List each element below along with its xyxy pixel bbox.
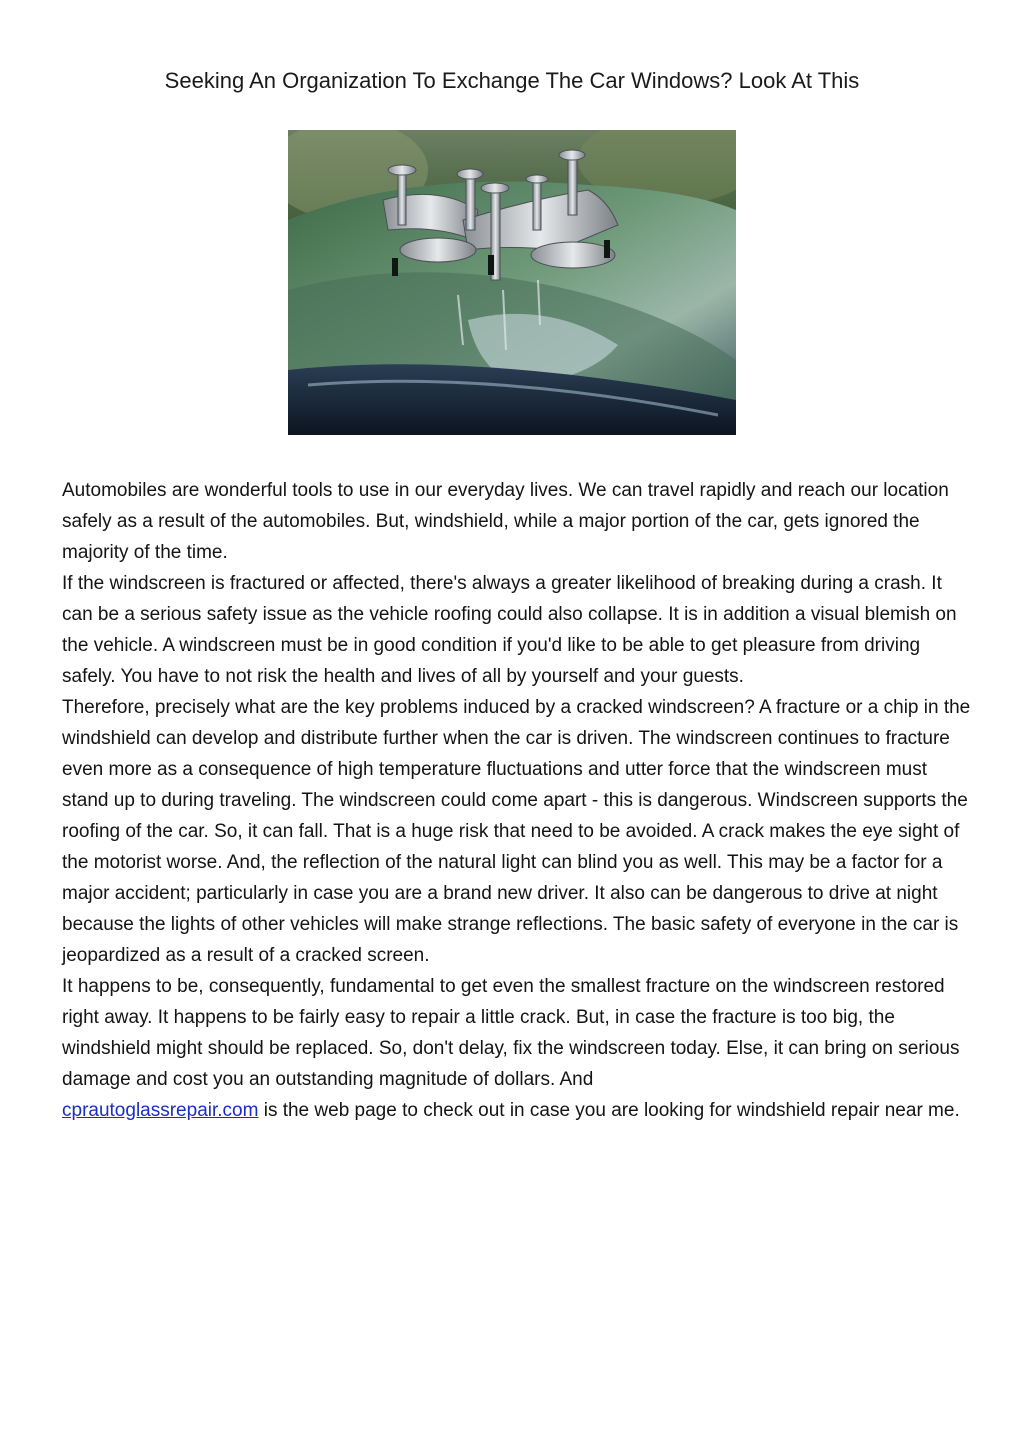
paragraph-4-text: It happens to be, consequently, fundamental to get even the smallest fracture on the windscreen restored right away. It happens to be fairly easy to repair a little crack. But, in case the fracture is too big, the windshield might should be replaced. So, don't delay, fix the windscreen today. Else, it can bring on serious damage and cost you an outstanding magnitude of dollars. And: [62, 976, 960, 1090]
paragraph-4: [62, 971, 972, 1126]
windshield-repair-tools-photo: [288, 130, 736, 435]
paragraph-2: If the windscreen is fractured or affected, there's always a greater likelihood of breaking during a crash. It can be a serious safety issue as the vehicle roofing could also collapse. It is in addition a visual blemish on the vehicle. A windscreen must be in good condition if you'd like to be able to get pleasure from driving safely. You have to not risk the health and lives of all by yourself and your guests.: [62, 573, 957, 687]
paragraph-4-tail: is the web page to check out in case you are looking for windshield repair near me.: [258, 1100, 960, 1121]
website-link[interactable]: cprautoglassrepair.com: [62, 1100, 259, 1121]
article-body: [62, 475, 972, 1126]
page-title: Seeking An Organization To Exchange The Car Windows? Look At This: [164, 68, 860, 93]
paragraph-3: Therefore, precisely what are the key problems induced by a cracked windscreen? A fracture or a chip in the windshield can develop and distribute further when the car is driven. The windscreen continues to fracture even more as a consequence of high temperature fluctuations and utter force that the windscreen must stand up to during traveling. The windscreen could come apart - this is dangerous. Windscreen supports the roofing of the car. So, it can fall. That is a huge risk that need to be avoided. A crack makes the eye sight of the motorist worse. And, the reflection of the natural light can blind you as well. This may be a factor for a major accident; particularly in case you are a brand new driver. It also can be dangerous to drive at night because the lights of other vehicles will make strange reflections. The basic safety of everyone in the car is jeopardized as a result of a cracked screen.: [62, 697, 971, 966]
paragraph-1: Automobiles are wonderful tools to use in our everyday lives. We can travel rapidly and reach our location safely as a result of the automobiles. But, windshield, while a major portion of the car, gets ignored the majority of the time.: [62, 480, 949, 563]
